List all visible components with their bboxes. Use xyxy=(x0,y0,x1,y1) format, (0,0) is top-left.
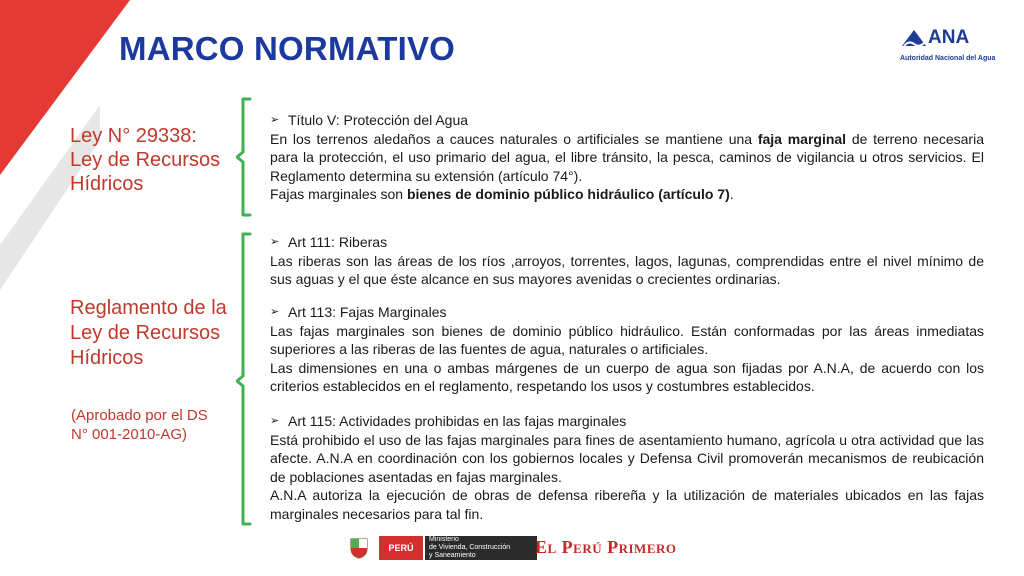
page-title: MARCO NORMATIVO xyxy=(119,30,456,67)
corner-decoration xyxy=(0,0,200,576)
text-run: Fajas marginales son xyxy=(270,186,407,202)
paragraph xyxy=(270,185,984,204)
logo-name: ANA xyxy=(928,27,970,48)
section-heading-text: Título V: Protección del Agua xyxy=(288,112,469,128)
law-heading: Ley N° 29338: Ley de Recursos Hídricos xyxy=(70,125,221,195)
paragraph: A.N.A autoriza la ejecución de obras de defensa ribereña y la utilización de materiales ubicados en las fajas marginales necesarios para tal fin. xyxy=(270,487,984,522)
section-art-115 xyxy=(270,412,984,523)
text-run: En los terrenos aledaños a cauces naturales o artificiales se mantiene una xyxy=(270,130,758,147)
peru-label: PERÚ xyxy=(379,536,423,560)
text-run: . xyxy=(729,186,734,202)
arrow-bullet-icon: ➢ xyxy=(270,306,280,318)
paragraph xyxy=(270,130,984,186)
arrow-bullet-icon: ➢ xyxy=(270,236,280,248)
slogan: El Perú Primero xyxy=(535,537,677,557)
paragraph: Las dimensiones en una o ambas márgenes de un cuerpo de agua son fijadas por A.N.A, de acuerdo con los criterios establecidos en el reglamento, respetando los usos y costumbres establecidos. xyxy=(270,359,984,394)
paragraph: Las fajas marginales son bienes de dominio público hidráulico. Están conformadas por las áreas inmediatas superiores a las riberas de las fuentes de agua, naturales o artificiales. xyxy=(270,322,984,357)
section-heading-text: Art 111: Riberas xyxy=(288,234,388,250)
ana-logo xyxy=(898,22,1008,68)
paragraph: Está prohibido el uso de las fajas marginales para fines de asentamiento humano, agrícola u otra actividad que las afecte. A.N.A en coordinación con los gobiernos locales y Defensa Civil promoverán mecanismos de reubicación de poblaciones asentadas en fajas marginales. xyxy=(270,431,984,485)
ministry-label: Ministerio de Vivienda, Construcción y Saneamiento xyxy=(425,536,537,560)
section-heading xyxy=(270,233,984,252)
section-art-111 xyxy=(270,233,984,289)
regulation-heading: Reglamento de la Ley de Recursos Hídricos xyxy=(70,297,227,369)
section-art-113 xyxy=(270,303,984,396)
arrow-bullet-icon: ➢ xyxy=(270,114,280,126)
bold-text: faja marginal xyxy=(757,130,847,147)
bracket-law xyxy=(236,97,254,219)
bracket-regulation xyxy=(236,232,254,528)
section-heading-text: Art 113: Fajas Marginales xyxy=(288,304,447,320)
footer-logos xyxy=(345,533,685,563)
regulation-note: (Aprobado por el DS N° 001-2010-AG) xyxy=(71,407,208,443)
logo-subtitle: Autoridad Nacional del Agua xyxy=(900,55,996,62)
wave-icon xyxy=(900,24,930,54)
section-heading-text: Art 115: Actividades prohibidas en las fajas marginales xyxy=(288,413,627,429)
paragraph: Las riberas son las áreas de los ríos ,arroyos, torrentes, lagos, lagunas, comprendidas entre el nivel mínimo de sus aguas y el que éste alcance en sus mayores avenidas o crecientes ordinarias. xyxy=(270,252,984,287)
arrow-bullet-icon: ➢ xyxy=(270,415,280,427)
coat-of-arms-icon xyxy=(347,536,371,560)
text-run: de terreno necesaria para la protección, el uso primario del agua, el libre tránsito, la pesca, caminos de vigilancia u otros servicios. El Reglamento determina su extensión (artículo 74°). xyxy=(270,130,984,184)
section-heading xyxy=(270,111,984,130)
section-heading xyxy=(270,303,984,322)
bold-text: bienes de dominio público hidráulico (artículo 7) xyxy=(406,186,730,202)
section-heading xyxy=(270,412,984,431)
section-titulo-v xyxy=(270,111,984,204)
